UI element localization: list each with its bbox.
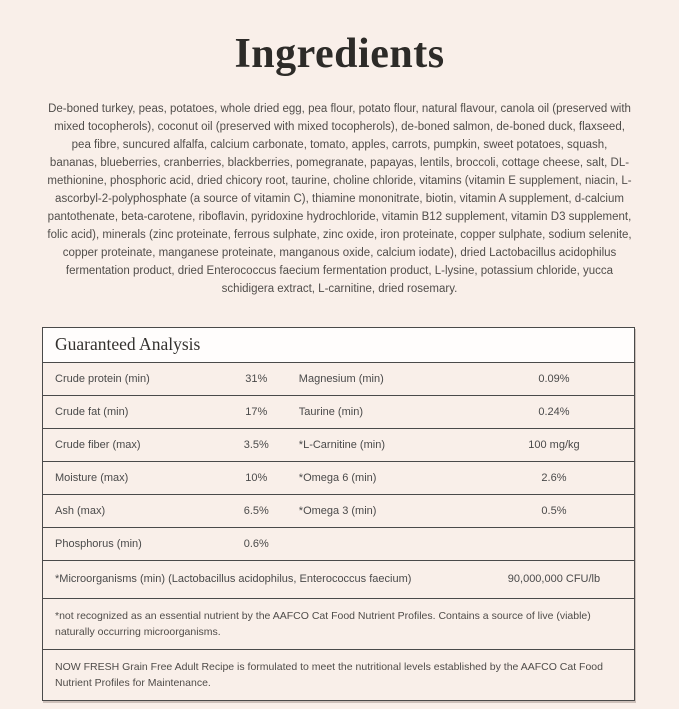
footnote-asterisk: *not recognized as an essential nutrient by the AAFCO Cat Food Nutrient Profiles. Contains a source of live (viable) naturally occurring microorganisms. [43, 598, 634, 649]
nutrient-label: Moisture (max) [55, 472, 129, 484]
guaranteed-analysis-header: Guaranteed Analysis [43, 328, 634, 363]
nutrient-label: Magnesium (min) [298, 373, 384, 385]
table-row-fat-taurine [43, 395, 634, 428]
nutrient-value: 0.5% [541, 505, 567, 517]
nutrient-value: 10% [245, 472, 268, 484]
table-row-microorganisms [43, 560, 634, 598]
table-row-fiber-carnitine [43, 428, 634, 461]
nutrient-value: 0.09% [538, 373, 570, 385]
nutrient-label: *L-Carnitine (min) [298, 439, 385, 451]
table-row-ash-omega3 [43, 494, 634, 527]
table-row-phosphorus [43, 527, 634, 560]
nutrient-value: 2.6% [541, 472, 567, 484]
table-row-protein-magnesium [43, 363, 634, 395]
nutrient-value: 0.6% [243, 538, 269, 550]
nutrient-value: 31% [245, 373, 268, 385]
page-title: Ingredients [234, 31, 445, 77]
nutrient-value: 90,000,000 CFU/lb [507, 573, 601, 585]
nutrient-label: Taurine (min) [298, 406, 363, 418]
nutrient-label: *Microorganisms (min) (Lactobacillus acidophilus, Enterococcus faecium) [55, 573, 412, 585]
nutrient-label: *Omega 3 (min) [298, 505, 377, 517]
ingredients-paragraph: De-boned turkey, peas, potatoes, whole dried egg, pea flour, potato flour, natural flavour, canola oil (preserved with mixed tocopherols), coconut oil (preserved with mixed tocopherols), de-boned salmon, de-boned duck, flaxseed, pea fibre, suncured alfalfa, calcium carbonate, tomato, apples, carrots, pumpkin, sweet potatoes, squash, bananas, blueberries, cranberries, blackberries, pomegranate, papayas, lentils, broccoli, cottage cheese, salt, DL-methionine, phosphoric acid, dried chicory root, taurine, choline chloride, vitamins (vitamin E supplement, niacin, L-ascorbyl-2-polyphosphate (a source of vitamin C), thiamine mononitrate, biotin, vitamin A supplement, d-calcium pantothenate, beta-carotene, riboflavin, pyridoxine hydrochloride, vitamin B12 supplement, vitamin D3 supplement, folic acid), minerals (zinc proteinate, ferrous sulphate, zinc oxide, iron proteinate, copper sulphate, sodium selenite, copper proteinate, manganese proteinate, manganous oxide, calcium iodate), dried Lactobacillus acidophilus fermentation product, dried Enterococcus faecium fermentation product, L-lysine, potassium chloride, yucca schidigera extract, L-carnitine, dried rosemary. [47, 103, 632, 295]
nutrient-label: Crude fat (min) [55, 406, 129, 418]
nutrient-value: 100 mg/kg [528, 439, 580, 451]
nutrient-label: *Omega 6 (min) [298, 472, 377, 484]
nutrient-label: Crude fiber (max) [55, 439, 141, 451]
nutrient-label: Ash (max) [55, 505, 106, 517]
footnote-aafco-statement: NOW FRESH Grain Free Adult Recipe is formulated to meet the nutritional levels established by the AAFCO Cat Food Nutrient Profiles for Maintenance. [43, 649, 634, 700]
nutrient-label: Crude protein (min) [55, 373, 150, 385]
nutrient-label: Phosphorus (min) [55, 538, 142, 550]
nutrient-value: 6.5% [243, 505, 269, 517]
guaranteed-analysis-table [42, 327, 635, 701]
table-row-moisture-omega6 [43, 461, 634, 494]
nutrient-value: 0.24% [538, 406, 570, 418]
nutrient-value: 17% [245, 406, 268, 418]
nutrient-value: 3.5% [243, 439, 269, 451]
